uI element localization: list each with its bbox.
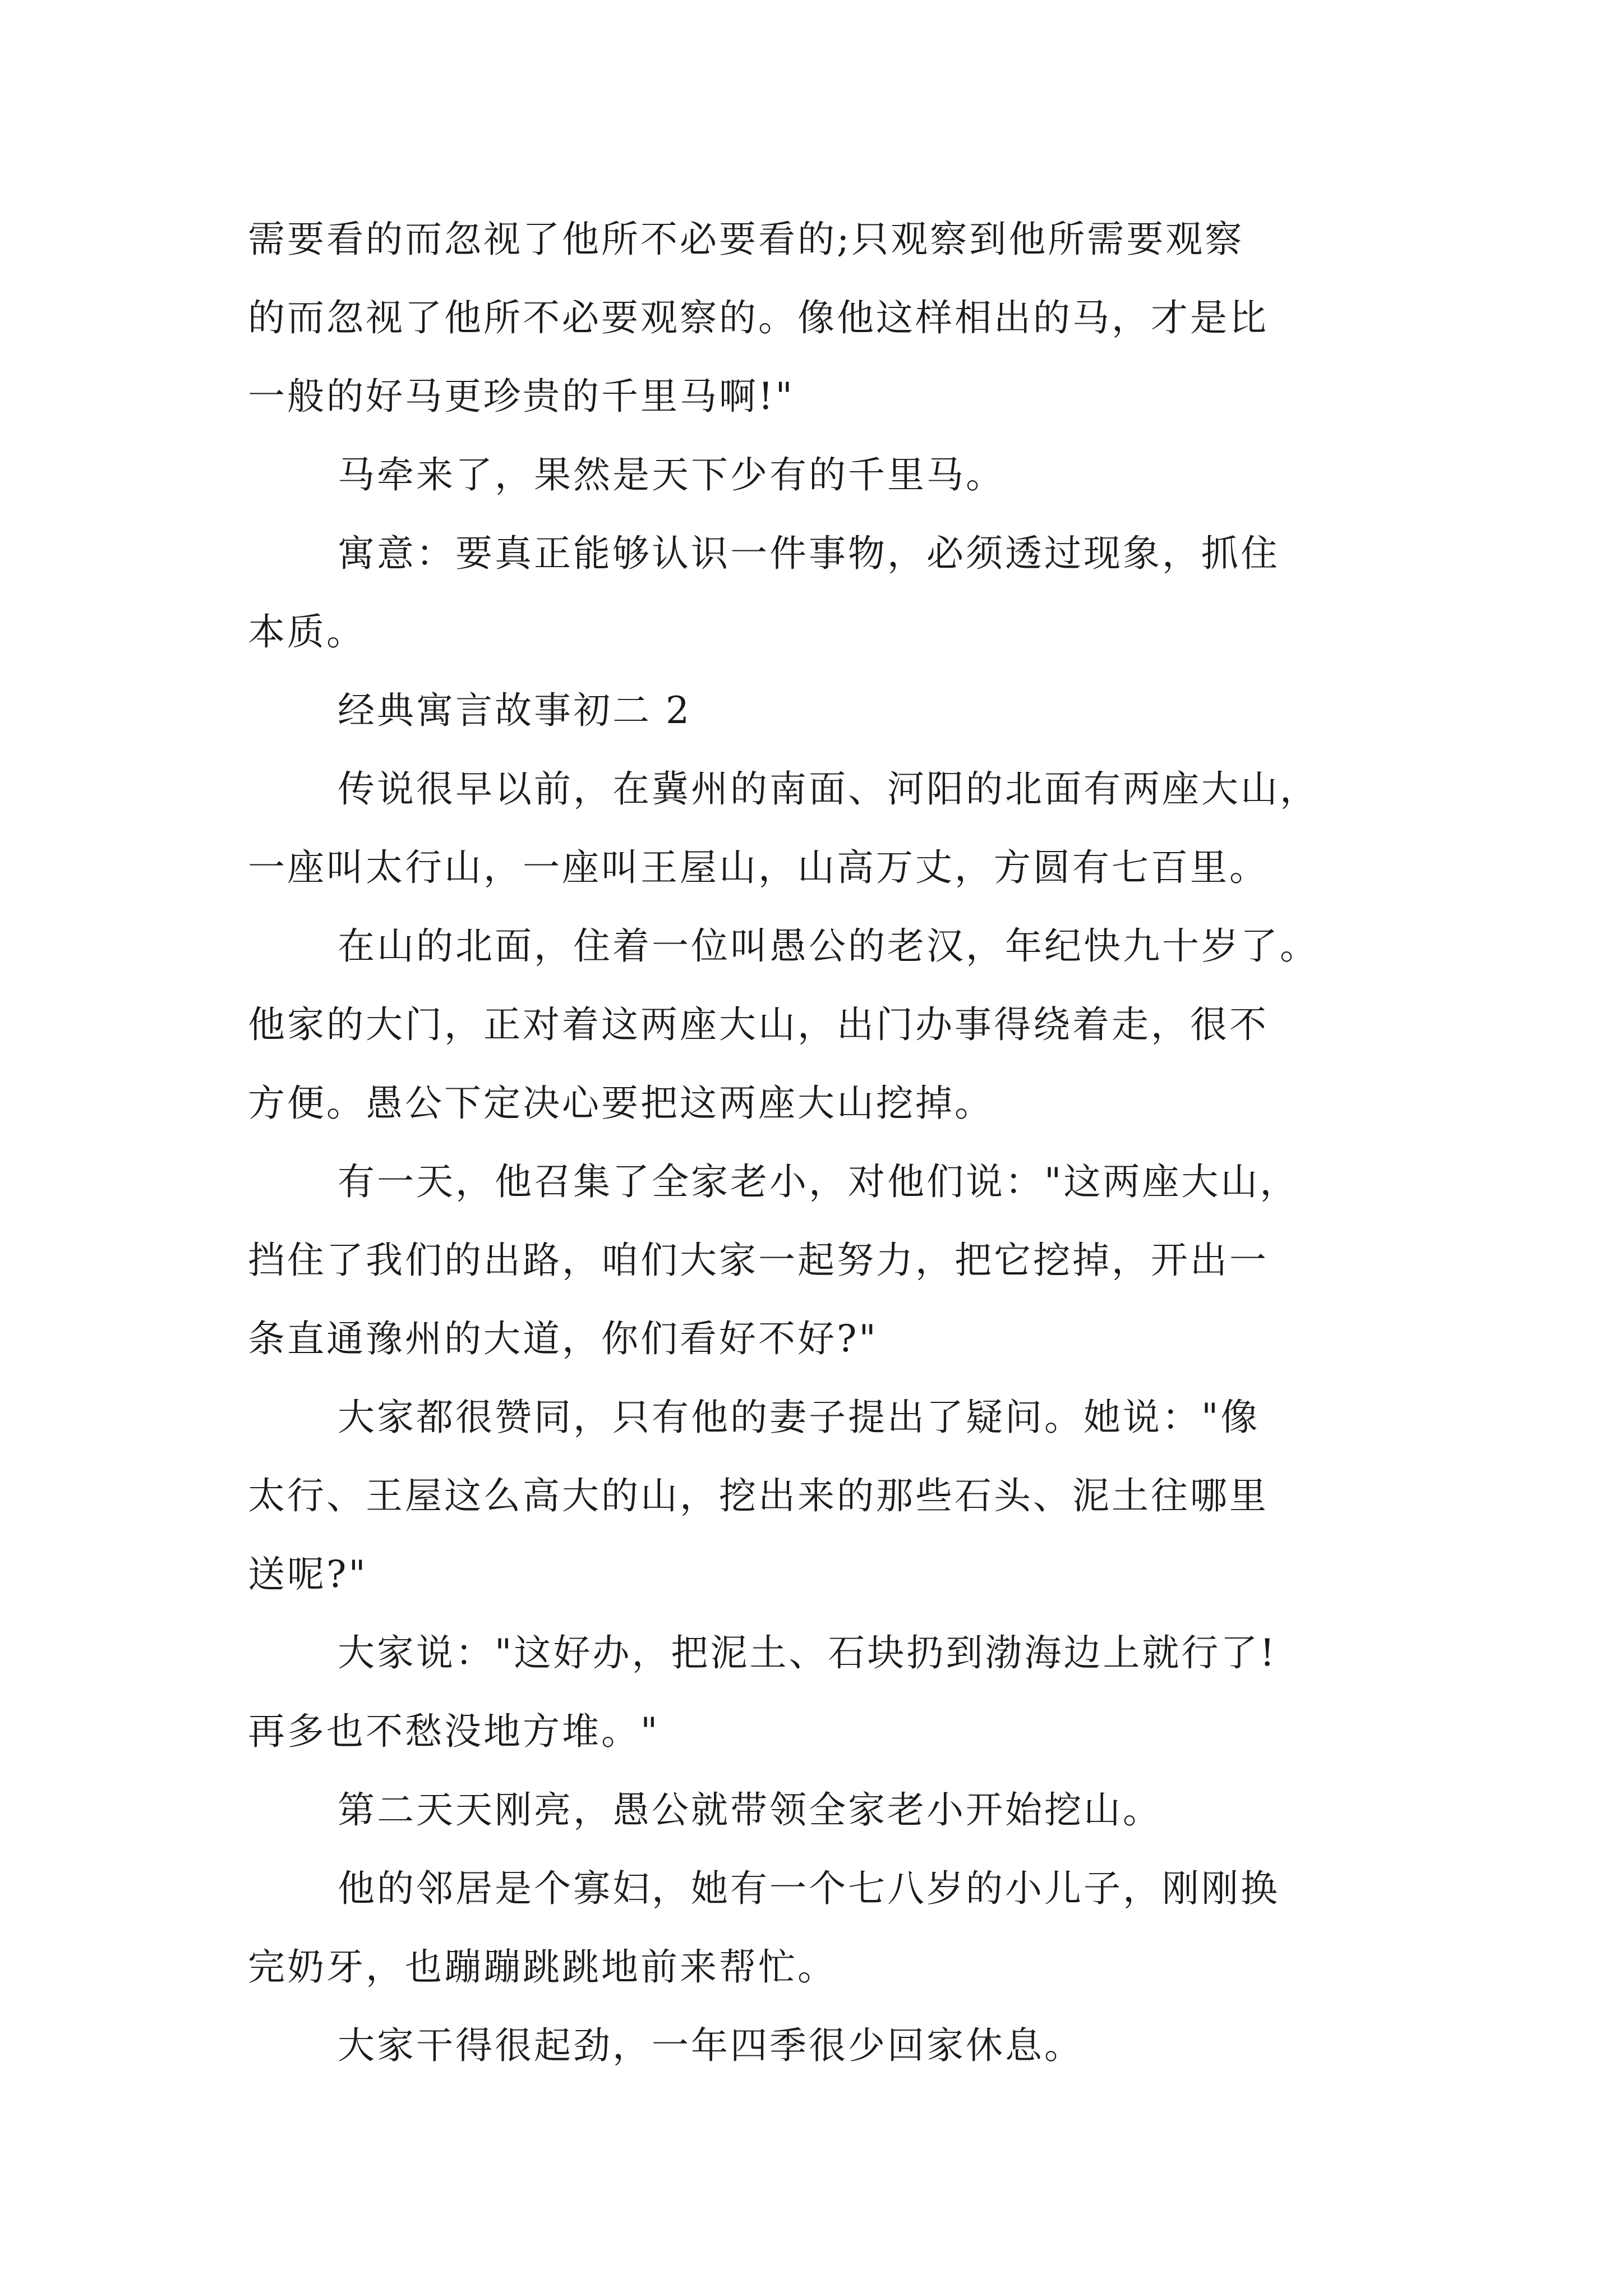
text-line: 大家说："这好办，把泥土、石块扔到渤海边上就行了! [338, 1631, 1277, 1674]
text-line: 他家的大门，正对着这两座大山，出门办事得绕着走，很不 [248, 1003, 1269, 1046]
text-line: 有一天，他召集了全家老小，对他们说："这两座大山， [338, 1160, 1299, 1203]
text-line: 再多也不愁没地方堆。" [248, 1710, 660, 1753]
text-line: 在山的北面，住着一位叫愚公的老汉，年纪快九十岁了。 [338, 924, 1319, 968]
text-line: 一般的好马更珍贵的千里马啊!" [248, 375, 795, 418]
text-line: 一座叫太行山，一座叫王屋山，山高万丈，方圆有七百里。 [248, 846, 1269, 889]
text-line: 大家都很赞同，只有他的妻子提出了疑问。她说："像 [338, 1396, 1260, 1439]
text-line: 方便。愚公下定决心要把这两座大山挖掉。 [248, 1082, 994, 1125]
text-line: 马牵来了，果然是天下少有的千里马。 [338, 453, 1005, 496]
section-heading: 经典寓言故事初二 2 [338, 689, 691, 732]
text-line: 太行、王屋这么高大的山，挖出来的那些石头、泥土往哪里 [248, 1474, 1269, 1517]
text-line: 大家干得很起劲，一年四季很少回家休息。 [338, 2024, 1083, 2067]
text-line: 他的邻居是个寡妇，她有一个七八岁的小儿子，刚刚换 [338, 1867, 1280, 1910]
text-line: 挡住了我们的出路，咱们大家一起努力，把它挖掉，开出一 [248, 1239, 1269, 1282]
text-line: 传说很早以前，在冀州的南面、河阳的北面有两座大山， [338, 767, 1319, 811]
text-line: 需要看的而忽视了他所不必要看的;只观察到他所需要观察 [248, 218, 1244, 261]
text-line: 条直通豫州的大道，你们看好不好?" [248, 1317, 878, 1360]
text-line: 完奶牙，也蹦蹦跳跳地前来帮忙。 [248, 1945, 837, 1989]
text-line: 的而忽视了他所不必要观察的。像他这样相出的马，才是比 [248, 296, 1269, 339]
text-line: 寓意：要真正能够认识一件事物，必须透过现象，抓住 [338, 532, 1280, 575]
text-line: 第二天天刚亮，愚公就带领全家老小开始挖山。 [338, 1788, 1162, 1832]
text-line: 送呢?" [248, 1553, 368, 1596]
text-line: 本质。 [248, 610, 366, 654]
